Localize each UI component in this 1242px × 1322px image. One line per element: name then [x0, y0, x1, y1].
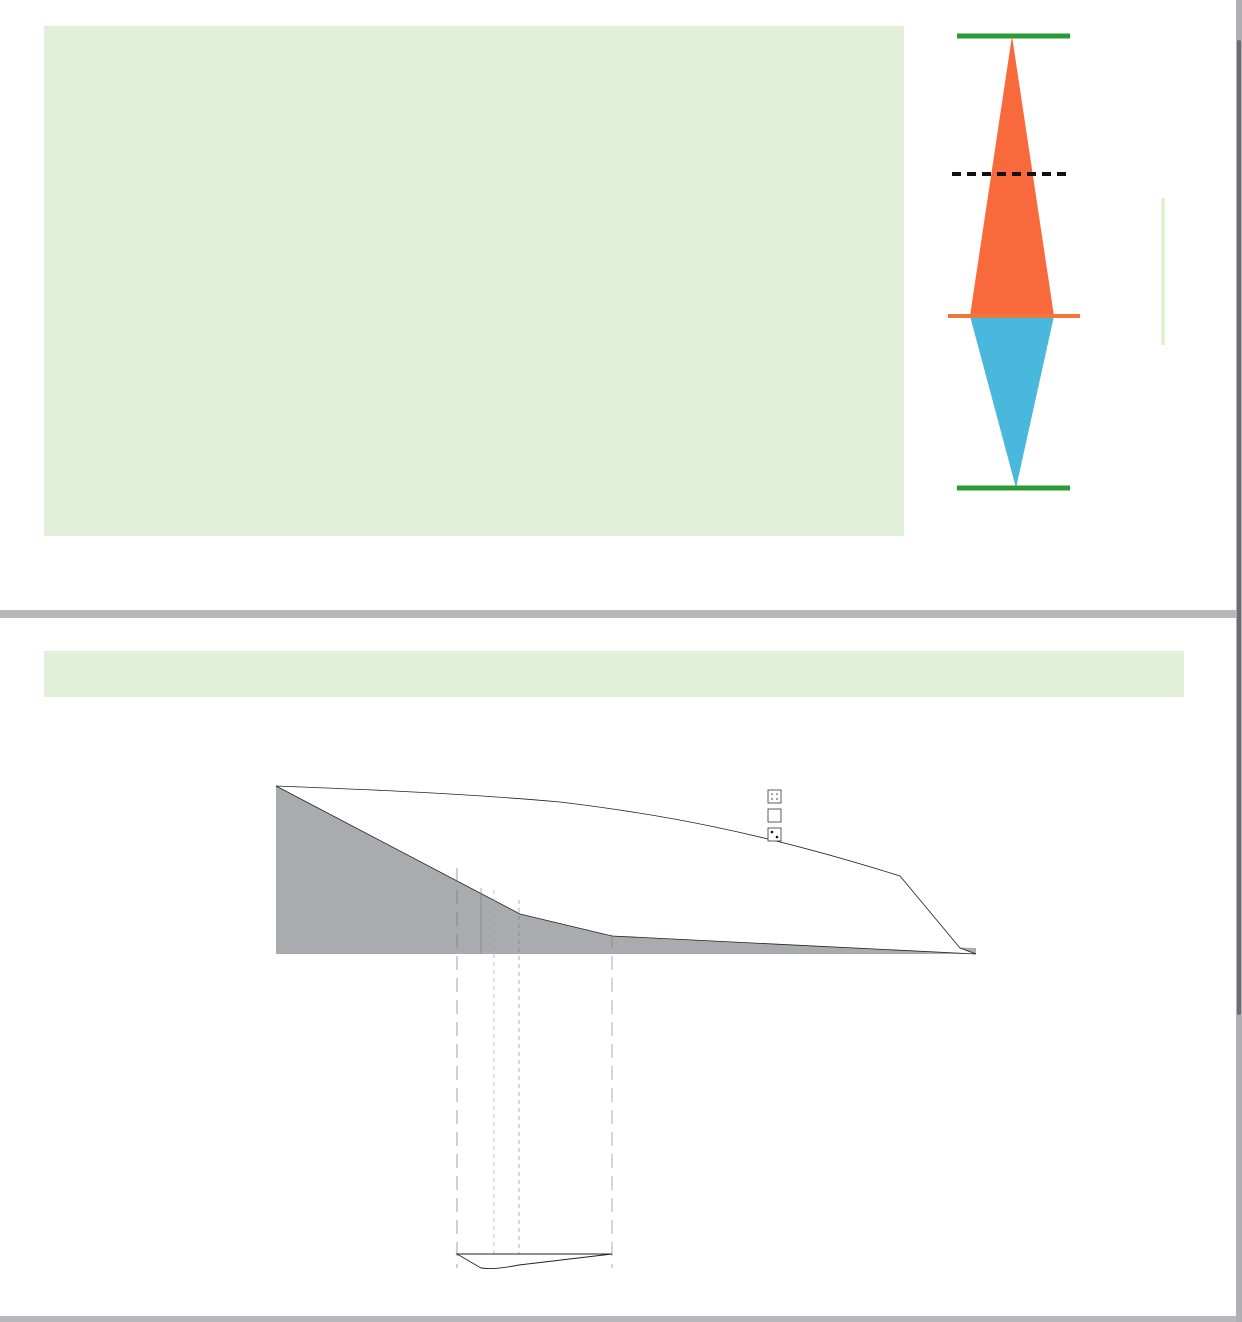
- objective-box: [44, 26, 904, 536]
- bottom-separator: [0, 1316, 1242, 1322]
- key-swatch-offshore: [768, 809, 781, 822]
- hst-wedge: [970, 316, 1054, 488]
- stratigraphy-figure: [0, 618, 1242, 1316]
- scrollbar-thumb[interactable]: [1237, 40, 1241, 1015]
- slide-objective: [0, 0, 1242, 610]
- key-swatch-shallow: [768, 790, 781, 803]
- key-swatch-fan: [768, 828, 781, 841]
- systems-tract-diagram: [940, 0, 1220, 560]
- slide-separator: [0, 610, 1242, 618]
- chrono-lens: [457, 1254, 612, 1269]
- slide-chronostratigraphic: [0, 618, 1242, 1316]
